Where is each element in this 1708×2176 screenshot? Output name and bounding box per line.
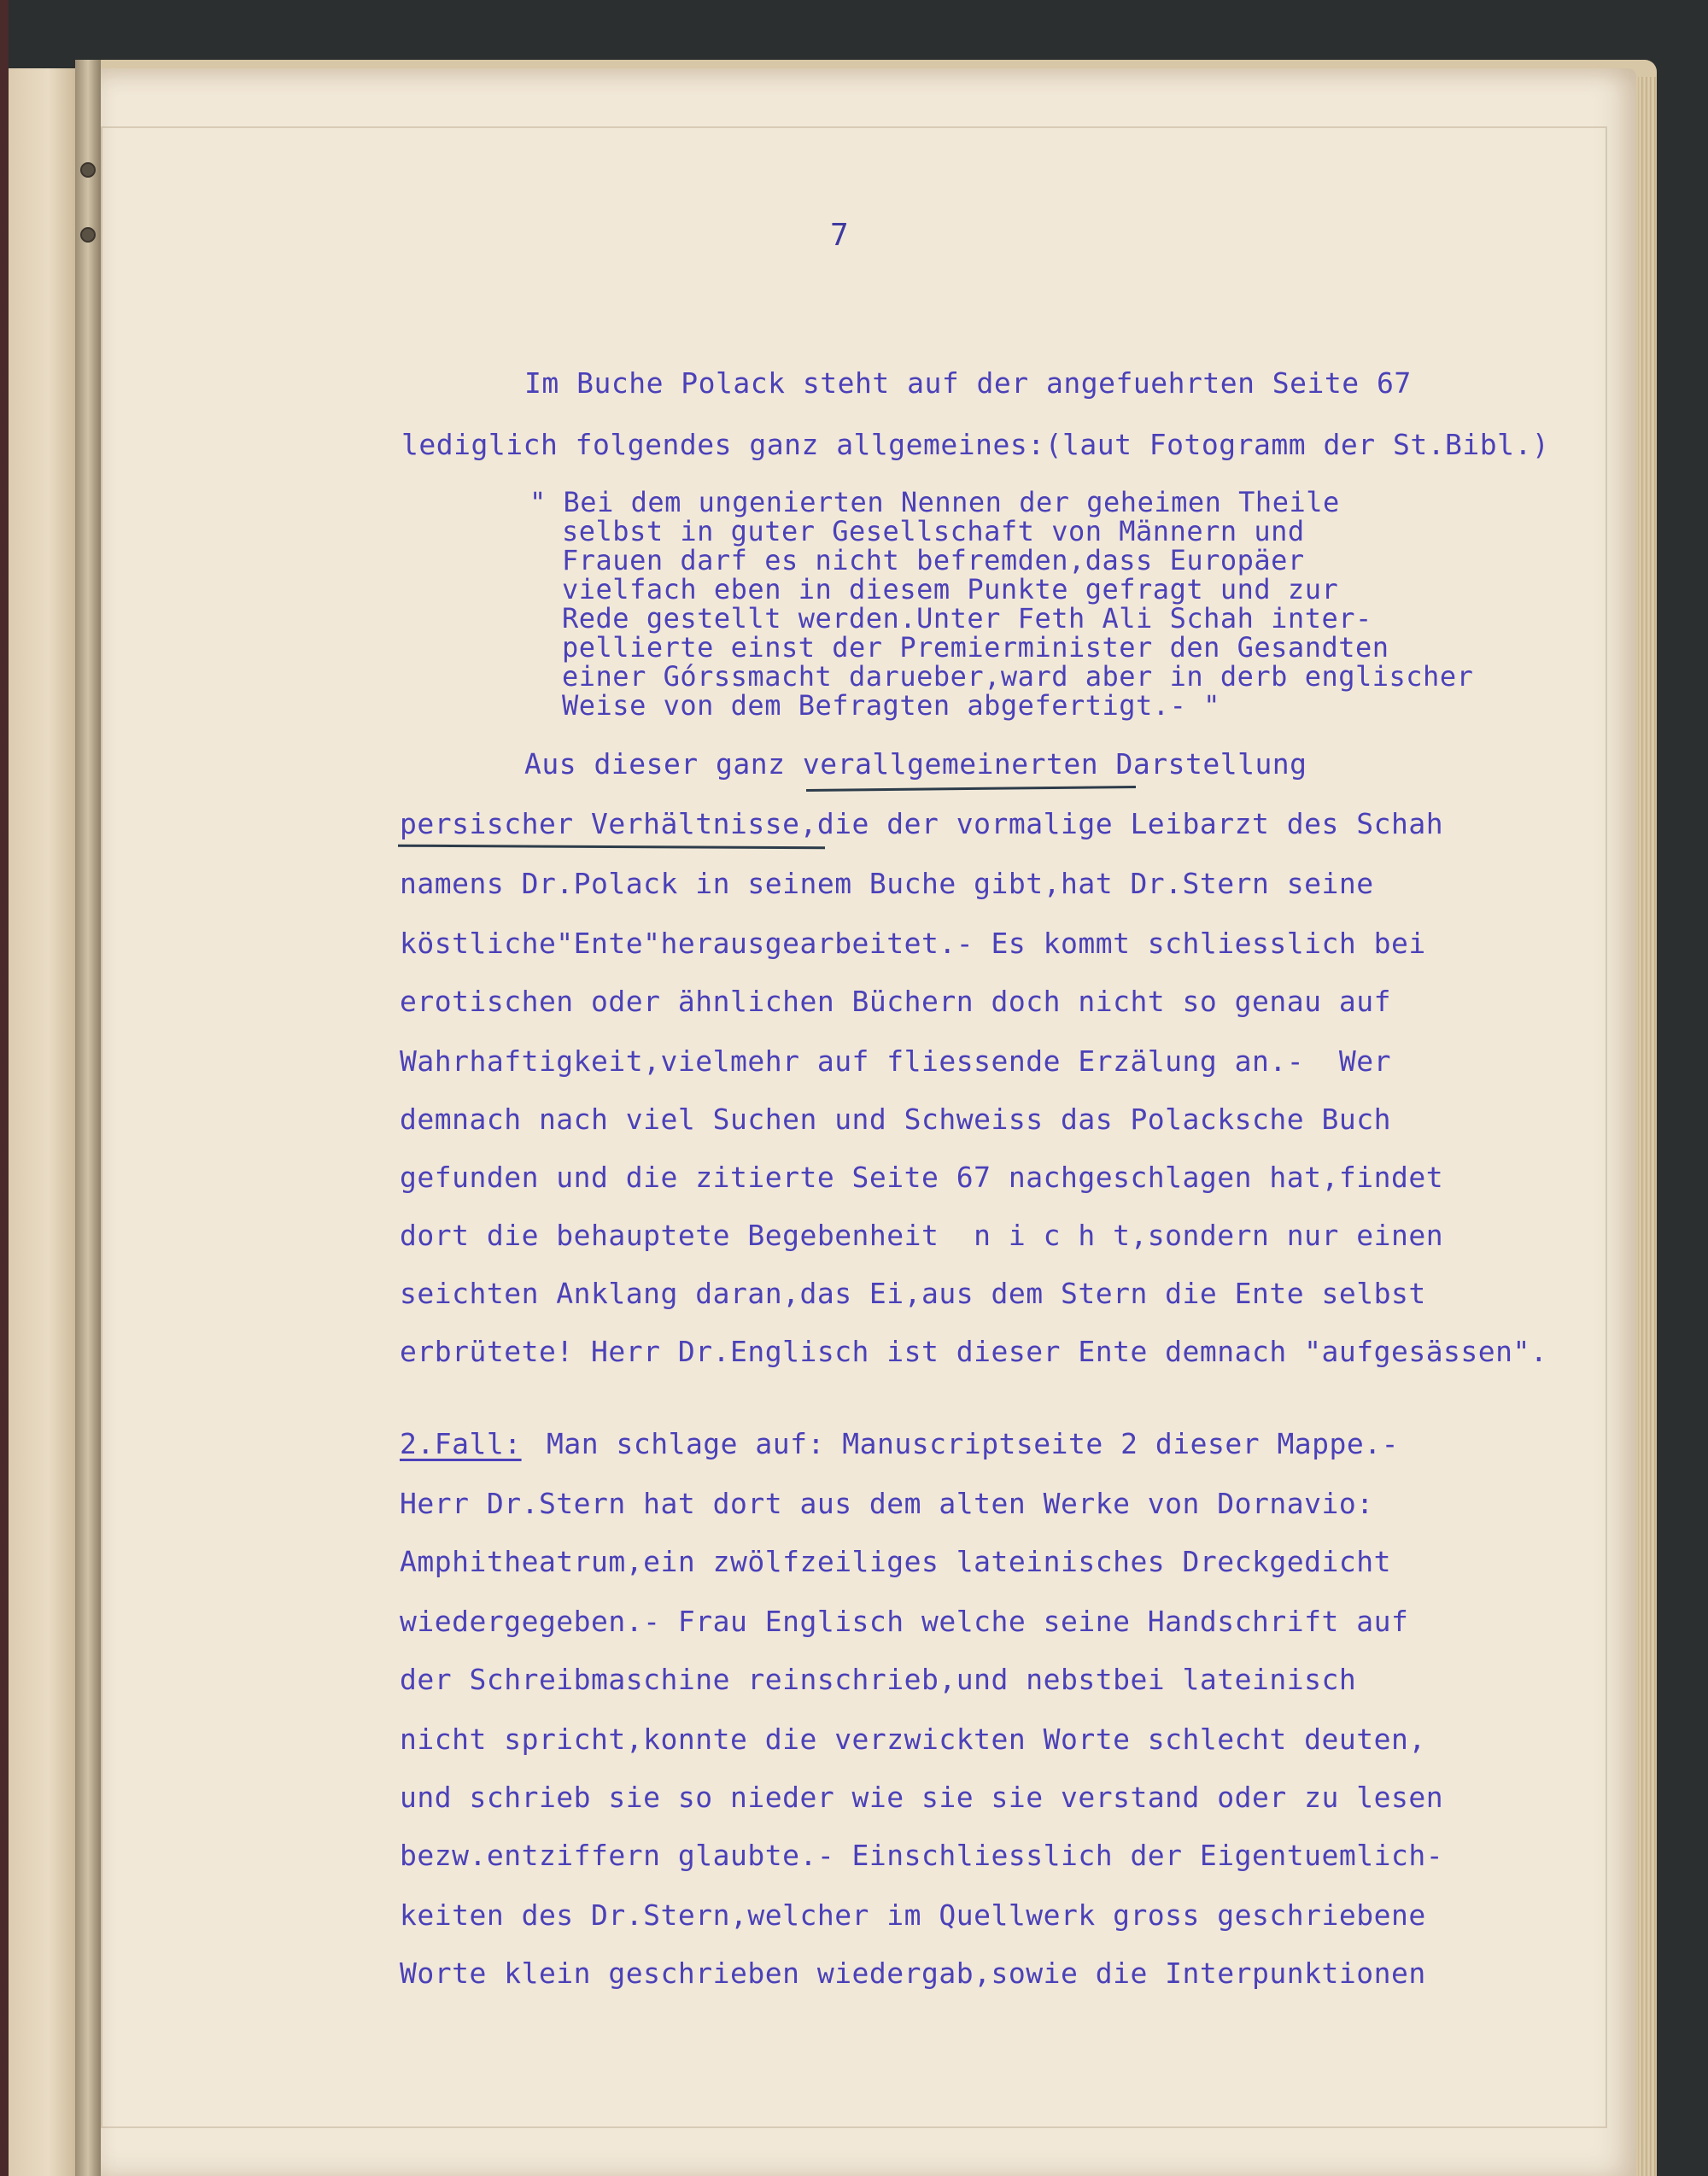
body-line: erbrütete! Herr Dr.Englisch ist dieser Ente demnach "aufgesässen". bbox=[400, 1335, 1548, 1368]
text-line: Im Buche Polack steht auf der angefuehrten Seite 67 bbox=[524, 366, 1412, 400]
body-line: Wahrhaftigkeit,vielmehr auf fliessende Erzälung an.- Wer bbox=[400, 1044, 1391, 1078]
book-binding bbox=[75, 60, 101, 2176]
binding-stitch bbox=[80, 162, 96, 178]
body-line: demnach nach viel Suchen und Schweiss das Polacksche Buch bbox=[400, 1103, 1391, 1136]
quote-line: pellierte einst der Premierminister den Gesandten bbox=[562, 631, 1389, 664]
case-line: und schrieb sie so nieder wie sie sie verstand oder zu lesen bbox=[400, 1781, 1444, 1814]
page-edges bbox=[1638, 77, 1657, 2176]
body-line: Aus dieser ganz verallgemeinerten Darstellung bbox=[524, 747, 1307, 781]
body-line: köstliche"Ente"herausgearbeitet.- Es kommt schliesslich bei bbox=[400, 927, 1426, 960]
case-line: Herr Dr.Stern hat dort aus dem alten Werke von Dornavio: bbox=[400, 1487, 1374, 1520]
case-line: keiten des Dr.Stern,welcher im Quellwerk gross geschriebene bbox=[400, 1898, 1426, 1932]
case-line: Worte klein geschrieben wiedergab,sowie die Interpunktionen bbox=[400, 1957, 1426, 1990]
case-line: nicht spricht,konnte die verzwickten Worte schlecht deuten, bbox=[400, 1723, 1426, 1756]
case-line: bezw.entziffern glaubte.- Einschliesslich der Eigentuemlich- bbox=[400, 1839, 1444, 1872]
body-line: erotischen oder ähnlichen Büchern doch nicht so genau auf bbox=[400, 985, 1391, 1018]
body-line: persischer Verhältnisse,die der vormalige Leibarzt des Schah bbox=[400, 807, 1444, 840]
book-cover-edge bbox=[0, 0, 9, 2176]
case-line: wiedergegeben.- Frau Englisch welche seine Handschrift auf bbox=[400, 1605, 1409, 1638]
left-page bbox=[9, 68, 75, 2176]
body-line: seichten Anklang daran,das Ei,aus dem Stern die Ente selbst bbox=[400, 1277, 1426, 1310]
quote-line: vielfach eben in diesem Punkte gefragt und zur bbox=[562, 573, 1339, 605]
binding-stitch bbox=[80, 227, 96, 243]
quote-line: Rede gestellt werden.Unter Feth Ali Schah inter- bbox=[562, 602, 1372, 635]
case-line: der Schreibmaschine reinschrieb,und nebstbei lateinisch bbox=[400, 1663, 1357, 1696]
quote-line: einer Górssmacht darueber,ward aber in derb englischer bbox=[562, 660, 1474, 693]
text-line: lediglich folgendes ganz allgemeines:(laut Fotogramm der St.Bibl.) bbox=[401, 428, 1550, 461]
body-line: namens Dr.Polack in seinem Buche gibt,hat Dr.Stern seine bbox=[400, 867, 1374, 900]
quote-line: Frauen darf es nicht befremden,dass Europäer bbox=[562, 544, 1305, 576]
body-line: dort die behauptete Begebenheit n i c h t,sondern nur einen bbox=[400, 1219, 1444, 1252]
quote-line: Weise von dem Befragten abgefertigt.- " bbox=[562, 689, 1220, 722]
page-number: 7 bbox=[830, 218, 850, 253]
body-line: gefunden und die zitierte Seite 67 nachgeschlagen hat,findet bbox=[400, 1161, 1444, 1194]
case-line: Man schlage auf: Manuscriptseite 2 dieser Mappe.- bbox=[547, 1427, 1400, 1460]
quote-line: selbst in guter Gesellschaft von Männern und bbox=[562, 515, 1305, 547]
quote-line: " Bei dem ungenierten Nennen der geheimen Theile bbox=[529, 486, 1340, 518]
case-heading: 2.Fall: bbox=[400, 1427, 522, 1460]
case-line: Amphitheatrum,ein zwölfzeiliges lateinisches Dreckgedicht bbox=[400, 1545, 1391, 1578]
